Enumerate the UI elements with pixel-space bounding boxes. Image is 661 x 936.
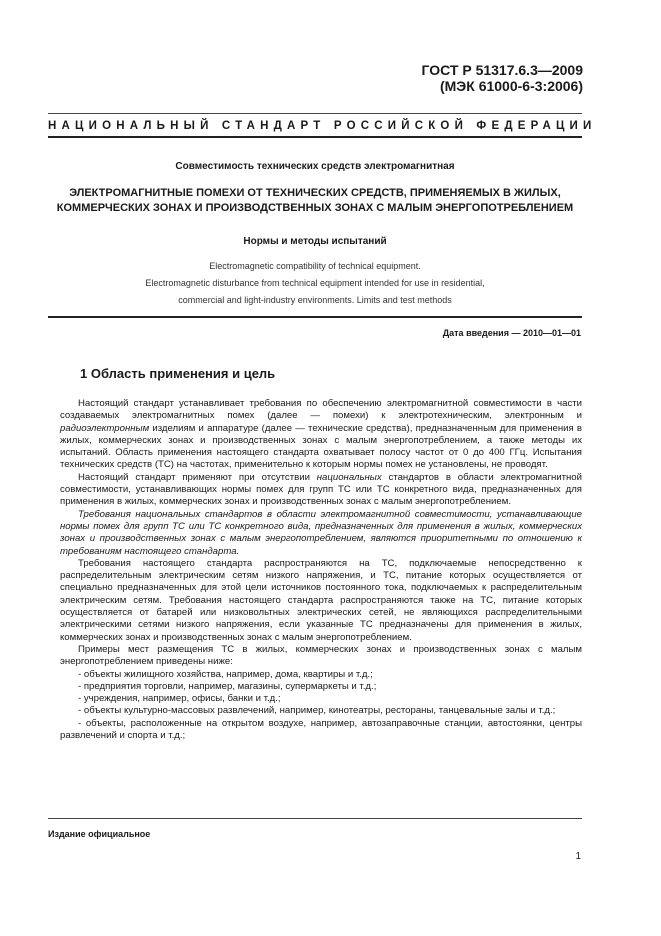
english-title-line: commercial and light-industry environments. Limits and test methods [178,295,452,305]
standard-code-block [422,62,584,94]
paragraph-italic: Требования национальных стандартов в области электромагнитной совместимости, устанавливающие нормы помех для групп ТС или ТС конкретного вида, предназначенных для применения в жилых, коммерческих зонах и производственных зонах с малым энергопотреблением, являются приоритетными по отношению к требованиям настоящего стандарта. [60,508,582,557]
introduction-date: Дата введения — 2010—01—01 [442,328,581,338]
section-body [60,398,582,742]
page-number: 1 [575,851,581,862]
list-item: - учреждения, например, офисы, банки и т.д.; [78,693,281,705]
banner-top-rule [48,113,582,114]
national-standard-banner: НАЦИОНАЛЬНЫЙ СТАНДАРТ РОССИЙСКОЙ ФЕДЕРАЦИИ [48,120,597,132]
banner-bottom-rule [48,136,582,138]
standard-code-ru: ГОСТ Р 51317.6.3—2009 [421,62,583,78]
standard-sub-title: Нормы и методы испытаний [243,236,387,247]
english-title-line: Electromagnetic disturbance from technical equipment intended for use in residential, [145,278,485,288]
list-item: - объекты культурно-массовых развлечений, например, кинотеатры, рестораны, танцевальные залы и т.д.; [78,705,556,717]
standard-subject: Совместимость технических средств электромагнитная [175,161,455,172]
list-item: - предприятия торговли, например, магазины, супермаркеты и т.д.; [78,680,377,692]
paragraph: Настоящий стандарт устанавливает требования по обеспечению электромагнитной совместимости в части создаваемых электромагнитных помех (далее — помехи) к электротехническим, электронным и радиоэлектронным изделиям и аппаратуре (далее — технические средства), предназначенным для применения в жилых, коммерческих зонах и производственных зонах с малым энергопотреблением, а также методы их испытаний. Область применения настоящего стандарта охватывает полосу частот от 0 до 400 ГГц. Испытания технических средств (ТС) на частотах, применительно к которым нормы помех не установлены, не проводят. [60,398,582,471]
paragraph: Требования настоящего стандарта распространяются на ТС, подключаемые непосредственно к распределительным электрическим сетям низкого напряжения, и ТС, питание которых осуществляется от специально предназначенных для этой цели источников постоянного тока, подключаемых к распределительным электрическим сетям. Требования настоящего стандарта распространяются также на ТС, питание которых осуществляется от батарей или низковольтных электрических сетей, не являющихся распределительными электрическими сетями низкого напряжения, если указанные ТС предназначены для применения в жилых, коммерческих зонах и производственных зонах с малым энергопотреблением. [60,557,582,643]
official-edition-label: Издание официальное [48,829,151,839]
section-heading: 1 Область применения и цель [80,366,276,381]
main-title-line: КОММЕРЧЕСКИХ ЗОНАХ И ПРОИЗВОДСТВЕННЫХ ЗОНАХ С МАЛЫМ ЭНЕРГОПОТРЕБЛЕНИЕМ [56,202,574,214]
english-title [48,258,582,309]
list-item: - объекты жилищного хозяйства, например, дома, квартиры и т.д.; [78,668,373,680]
english-title-line: Electromagnetic compatibility of technical equipment. [209,261,421,271]
list-item: - объекты, расположенные на открытом воздухе, например, автозаправочные станции, автостоянки, центры развлечений и спорта и т.д.; [60,717,582,742]
main-title-line: ЭЛЕКТРОМАГНИТНЫЕ ПОМЕХИ ОТ ТЕХНИЧЕСКИХ СРЕДСТВ, ПРИМЕНЯЕМЫХ В ЖИЛЫХ, [69,187,561,199]
title-bottom-rule [48,316,582,318]
standard-code-iec: (МЭК 61000-6-3:2006) [439,78,583,94]
footer-rule [48,818,582,819]
standard-main-title [48,186,582,216]
paragraph: Примеры мест размещения ТС в жилых, коммерческих зонах и производственных зонах с малым энергопотреблением приведены ниже: [60,643,582,668]
paragraph: Настоящий стандарт применяют при отсутствии национальных стандартов в области электромагнитной совместимости, устанавливающих нормы помех для групп ТС или ТС конкретного вида, предназначенных для применения в жилых, коммерческих зонах и производственных зонах с малым энергопотреблением. [60,471,582,508]
